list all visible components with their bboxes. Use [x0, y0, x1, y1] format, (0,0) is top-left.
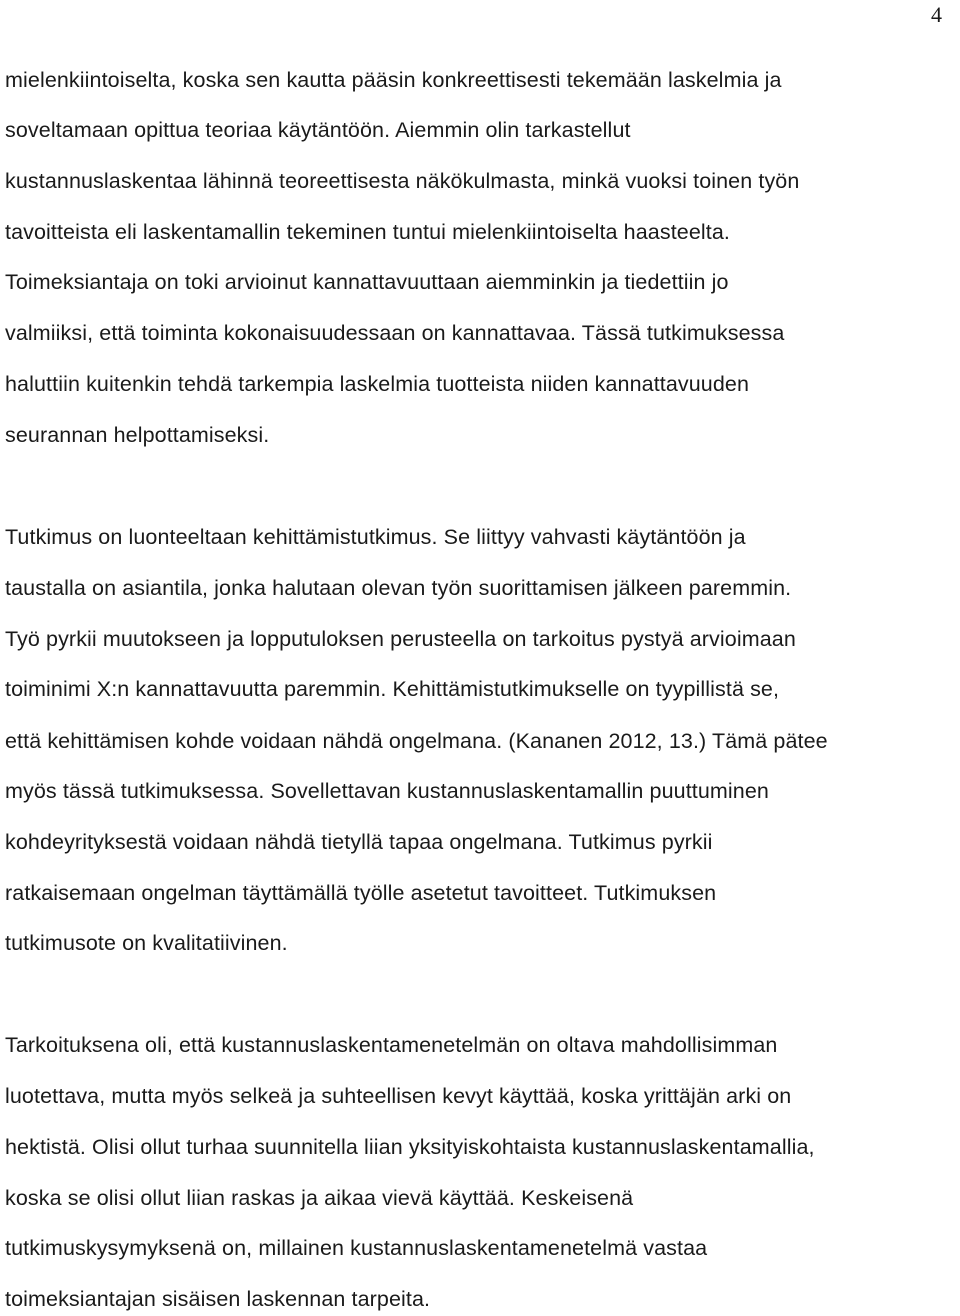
text-line: seurannan helpottamiseksi.: [5, 423, 270, 447]
text-line: haluttiin kuitenkin tehdä tarkempia laskelmia tuotteista niiden kannattavuuden: [5, 372, 750, 396]
text-line: Tarkoituksena oli, että kustannuslaskentamenetelmän on oltava mahdollisimman: [5, 1033, 778, 1057]
text-line: toimeksiantajan sisäisen laskennan tarpeita.: [5, 1287, 431, 1311]
text-line: taustalla on asiantila, jonka halutaan olevan työn suorittamisen jälkeen paremmin.: [5, 576, 792, 600]
text-line: luotettava, mutta myös selkeä ja suhteellisen kevyt käyttää, koska yrittäjän arki on: [5, 1084, 792, 1108]
text-line: soveltamaan opittua teoriaa käytäntöön. Aiemmin olin tarkastellut: [5, 118, 631, 142]
text-line: tutkimusote on kvalitatiivinen.: [5, 931, 288, 955]
text-line: myös tässä tutkimuksessa. Sovellettavan kustannuslaskentamallin puuttuminen: [5, 779, 769, 803]
text-line: kohdeyrityksestä voidaan nähdä tietyllä tapaa ongelmana. Tutkimus pyrkii: [5, 830, 713, 854]
text-line: Työ pyrkii muutokseen ja lopputuloksen perusteella on tarkoitus pystyä arvioimaan: [5, 627, 796, 651]
text-line: koska se olisi ollut liian raskas ja aikaa vievä käyttää. Keskeisenä: [5, 1186, 634, 1210]
text-line: valmiiksi, että toiminta kokonaisuudessaan on kannattavaa. Tässä tutkimuksessa: [5, 321, 785, 345]
text-line: tavoitteista eli laskentamallin tekeminen tuntui mielenkiintoiselta haasteelta.: [5, 220, 730, 244]
text-line: tutkimuskysymyksenä on, millainen kustannuslaskentamenetelmä vastaa: [5, 1236, 708, 1260]
text-line: hektistä. Olisi ollut turhaa suunnitella liian yksityiskohtaista kustannuslaskentamallia,: [5, 1135, 815, 1159]
page-number: 4: [931, 2, 942, 27]
text-line: Tutkimus on luonteeltaan kehittämistutkimus. Se liittyy vahvasti käytäntöön ja: [5, 525, 746, 549]
text-line: mielenkiintoiselta, koska sen kautta pääsin konkreettisesti tekemään laskelmia ja: [5, 68, 782, 92]
text-line: Toimeksiantaja on toki arvioinut kannattavuuttaan aiemminkin ja tiedettiin jo: [5, 270, 729, 294]
text-line: kustannuslaskentaa lähinnä teoreettisesta näkökulmasta, minkä vuoksi toinen työn: [5, 169, 800, 193]
text-line: ratkaisemaan ongelman täyttämällä työlle asetetut tavoitteet. Tutkimuksen: [5, 881, 717, 905]
text-line: että kehittämisen kohde voidaan nähdä ongelmana. (Kananen 2012, 13.) Tämä pätee: [5, 729, 828, 753]
text-line: toiminimi X:n kannattavuutta paremmin. Kehittämistutkimukselle on tyypillistä se,: [5, 677, 780, 701]
